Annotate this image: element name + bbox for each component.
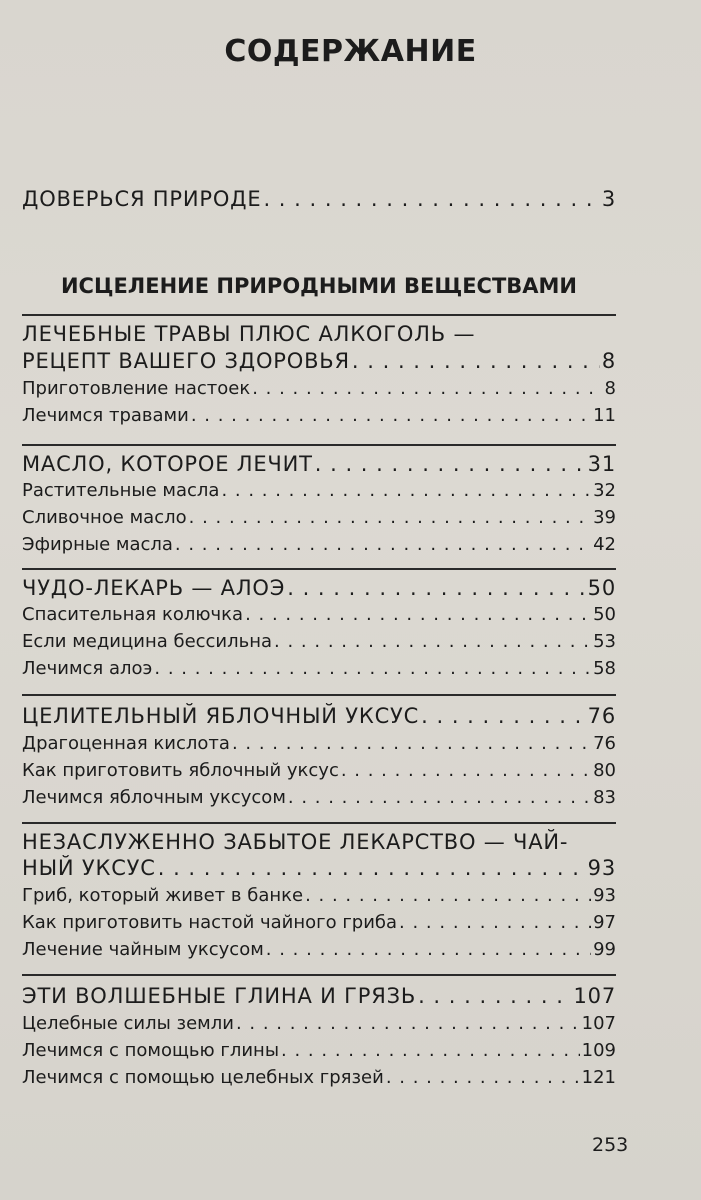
toc-entry-label: Целебные силы земли bbox=[22, 1013, 234, 1034]
chapter-title-line: ЛЕЧЕБНЫЕ ТРАВЫ ПЛЮС АЛКОГОЛЬ — bbox=[22, 322, 476, 346]
dot-leader bbox=[305, 885, 591, 906]
subchapter-entry bbox=[22, 912, 616, 933]
subchapter-entry bbox=[22, 760, 616, 781]
toc-entry-page: 31 bbox=[587, 452, 616, 476]
chapter-entry bbox=[22, 704, 616, 728]
dot-leader bbox=[232, 733, 591, 754]
dot-leader bbox=[191, 405, 591, 426]
toc-entry-label: Как приготовить настой чайного гриба bbox=[22, 912, 398, 933]
chapter-entry bbox=[22, 349, 616, 373]
dot-leader bbox=[341, 760, 591, 781]
toc-entry-page: 76 bbox=[593, 733, 616, 754]
toc-entry-intro bbox=[22, 187, 616, 211]
toc-entry-label: Лечимся алоэ bbox=[22, 658, 153, 679]
dot-leader bbox=[281, 1040, 580, 1061]
subchapter-entry bbox=[22, 378, 616, 399]
subchapter-entry bbox=[22, 1040, 616, 1061]
toc-entry-page: 11 bbox=[593, 405, 616, 426]
toc-entry-page: 80 bbox=[593, 760, 616, 781]
toc-entry-page: 83 bbox=[593, 787, 616, 808]
chapter-entry bbox=[22, 856, 616, 880]
toc-entry-label: Лечение чайным уксусом bbox=[22, 939, 264, 960]
toc-entry-label: Лечимся с помощью целебных грязей bbox=[22, 1067, 384, 1088]
dot-leader bbox=[386, 1067, 580, 1088]
toc-entry-page: 39 bbox=[593, 507, 616, 528]
chapter-title-line: НЕЗАСЛУЖЕННО ЗАБЫТОЕ ЛЕКАРСТВО — ЧАЙ- bbox=[22, 830, 569, 854]
chapter-divider bbox=[22, 444, 616, 446]
chapter-entry bbox=[22, 452, 616, 476]
dot-leader bbox=[158, 856, 586, 880]
dot-leader bbox=[175, 534, 591, 555]
subchapter-entry bbox=[22, 885, 616, 906]
toc-entry-label: Растительные масла bbox=[22, 480, 220, 501]
toc-entry-label: ДОВЕРЬСЯ ПРИРОДЕ bbox=[22, 187, 262, 211]
toc-entry-page: 107 bbox=[581, 1013, 616, 1034]
subchapter-entry bbox=[22, 939, 616, 960]
dot-leader bbox=[221, 480, 591, 501]
dot-leader bbox=[288, 787, 591, 808]
toc-entry-label: Как приготовить яблочный уксус bbox=[22, 760, 339, 781]
toc-entry-label: Приготовление настоек bbox=[22, 378, 251, 399]
chapter-divider bbox=[22, 568, 616, 570]
dot-leader bbox=[418, 984, 571, 1008]
toc-entry-label: ЧУДО-ЛЕКАРЬ — АЛОЭ bbox=[22, 576, 286, 600]
toc-entry-page: 109 bbox=[581, 1040, 616, 1061]
chapter-divider bbox=[22, 694, 616, 696]
toc-entry-label: Спасительная колючка bbox=[22, 604, 244, 625]
toc-entry-label: ЦЕЛИТЕЛЬНЫЙ ЯБЛОЧНЫЙ УКСУС bbox=[22, 704, 420, 728]
chapter-divider bbox=[22, 822, 616, 824]
section-divider bbox=[22, 314, 616, 316]
toc-entry-page: 8 bbox=[604, 378, 616, 399]
toc-entry-page: 58 bbox=[593, 658, 616, 679]
dot-leader bbox=[352, 349, 600, 373]
chapter-divider bbox=[22, 974, 616, 976]
subchapter-entry bbox=[22, 787, 616, 808]
subchapter-entry bbox=[22, 631, 616, 652]
toc-entry-label: Гриб, который живет в банке bbox=[22, 885, 304, 906]
subchapter-entry bbox=[22, 507, 616, 528]
dot-leader bbox=[189, 507, 591, 528]
toc-entry-page: 121 bbox=[581, 1067, 616, 1088]
subchapter-entry bbox=[22, 480, 616, 501]
chapter-entry bbox=[22, 576, 616, 600]
toc-entry-page: 50 bbox=[587, 576, 616, 600]
toc-entry-page: 93 bbox=[593, 885, 616, 906]
toc-entry-label: Лечимся с помощью глины bbox=[22, 1040, 280, 1061]
dot-leader bbox=[154, 658, 591, 679]
toc-entry-label: НЫЙ УКСУС bbox=[22, 856, 156, 880]
page-number: 253 bbox=[592, 1134, 629, 1156]
toc-entry-label: Лечимся яблочным уксусом bbox=[22, 787, 286, 808]
dot-leader bbox=[421, 704, 586, 728]
toc-entry-label: Если медицина бессильна bbox=[22, 631, 273, 652]
subchapter-entry bbox=[22, 405, 616, 426]
toc-entry-page: 53 bbox=[593, 631, 616, 652]
subchapter-entry bbox=[22, 604, 616, 625]
toc-entry-page: 8 bbox=[601, 349, 616, 373]
dot-leader bbox=[252, 378, 602, 399]
toc-entry-page: 42 bbox=[593, 534, 616, 555]
chapter-entry bbox=[22, 984, 616, 1008]
subchapter-entry bbox=[22, 658, 616, 679]
dot-leader bbox=[399, 912, 591, 933]
dot-leader bbox=[263, 187, 599, 211]
subchapter-entry bbox=[22, 733, 616, 754]
toc-entry-label: МАСЛО, КОТОРОЕ ЛЕЧИТ bbox=[22, 452, 313, 476]
toc-entry-label: Лечимся травами bbox=[22, 405, 189, 426]
dot-leader bbox=[236, 1013, 580, 1034]
dot-leader bbox=[287, 576, 585, 600]
toc-entry-label: ЭТИ ВОЛШЕБНЫЕ ГЛИНА И ГРЯЗЬ bbox=[22, 984, 417, 1008]
toc-entry-page: 99 bbox=[593, 939, 616, 960]
section-title: ИСЦЕЛЕНИЕ ПРИРОДНЫМИ ВЕЩЕСТВАМИ bbox=[60, 274, 578, 298]
toc-entry-label: Сливочное масло bbox=[22, 507, 187, 528]
subchapter-entry bbox=[22, 1067, 616, 1088]
subchapter-entry bbox=[22, 1013, 616, 1034]
toc-entry-label: Эфирные масла bbox=[22, 534, 173, 555]
dot-leader bbox=[315, 452, 586, 476]
toc-entry-label: Драгоценная кислота bbox=[22, 733, 230, 754]
toc-entry-page: 50 bbox=[593, 604, 616, 625]
dot-leader bbox=[274, 631, 591, 652]
toc-entry-page: 76 bbox=[587, 704, 616, 728]
subchapter-entry bbox=[22, 534, 616, 555]
toc-entry-label: РЕЦЕПТ ВАШЕГО ЗДОРОВЬЯ bbox=[22, 349, 350, 373]
dot-leader bbox=[245, 604, 591, 625]
dot-leader bbox=[266, 939, 591, 960]
toc-entry-page: 107 bbox=[573, 984, 616, 1008]
page-title: СОДЕРЖАНИЕ bbox=[224, 34, 477, 69]
toc-entry-page: 32 bbox=[593, 480, 616, 501]
toc-entry-page: 93 bbox=[587, 856, 616, 880]
toc-entry-page: 97 bbox=[593, 912, 616, 933]
toc-entry-page: 3 bbox=[601, 187, 616, 211]
